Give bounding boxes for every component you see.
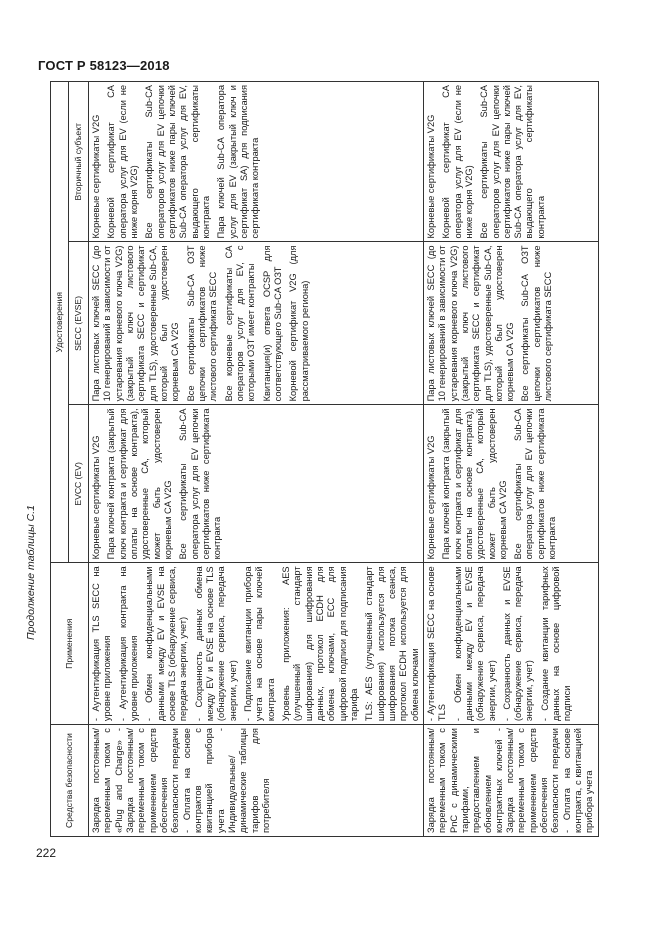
security-text: Зарядка постоянным/переменным током с «Plug and Charge» - Зарядка постоянным/переменным током с применением средств обеспечения безопасности передачи - Оплата на основе контрактов с квитанцией прибора учета - Индивидуальные/динамические таблицы тарифов для потребителя [91, 728, 271, 833]
cell-evcc [423, 405, 598, 563]
secondary-item: Все сертификаты Sub-CA операторов услуг для EV цепочки сертификатов ниже пары ключей Sub-CA оператора услуг для EV, выдающего сертификаты контракта [479, 85, 546, 239]
application-item: TLS: AES (улучшенный стандарт шифрования) используется для шифрования потока сеанса, протокол ECDH используется для обмена ключами [364, 566, 420, 722]
table-body [89, 82, 599, 837]
secondary-item: Пара ключей Sub-CA оператора услуг для EV (закрытый ключ и сертификат SA) для подписания сертификата контракта [216, 85, 261, 239]
secc-item: Квитанция(и) ответа OCSP для соответствующего Sub-CA ОЗТ [261, 245, 283, 402]
cell-secc [89, 242, 424, 405]
evcc-item: Пара ключей контракта (закрытый ключ контракта и сертификат для оплаты на основе контракта), удостоверенные CA, который может быть удостоверен корневым CA V2G [441, 408, 508, 560]
cell-secondary [89, 82, 424, 243]
secondary-item: Корневые сертификаты V2G [91, 114, 101, 239]
application-item: - Сохранность данных и EVSE (обнаружение сервиса, передача энергии, учет) [501, 566, 535, 722]
header-secc: SECC (EVSE) [69, 242, 89, 405]
security-text: Зарядка постоянным/переменным током с PnC с динамическими тарифами, предоставлением и обновлением контрактных ключей - Зарядка постоянным/переменным током с применением средств обеспечения безопасности передачи - Оплата на основе контракта, с квитанцией прибора учета [425, 728, 595, 833]
cell-secc [423, 242, 598, 405]
header-secondary-subject: Вторичный субъект [69, 82, 89, 243]
application-item: Уровень приложения: AES (улучшенный стандарт шифрования) для шифрования данных, протокол ECDH для обмена ключами, ECC для цифровой подписи для подписания тарифа [280, 566, 359, 722]
application-item: - Подписание квитанции прибора учета на основе пары ключей контракта [242, 566, 276, 722]
cell-secondary [423, 82, 598, 243]
rotated-table-container [50, 81, 595, 837]
header-evcc: EVCC (EV) [69, 405, 89, 563]
secc-item: Корневой сертификат V2G (для рассматриваемого региона) [288, 245, 310, 402]
document-header-title: ГОСТ Р 58123—2018 [38, 58, 170, 73]
secondary-item: Все сертификаты Sub-CA операторов услуг для EV цепочки сертификатов ниже пары ключей Sub-CA оператора услуг для EV, выдающего сертификаты контракта [144, 85, 211, 239]
evcc-item: Все сертификаты Sub-CA оператора услуг для EV цепочки сертификатов ниже сертификата контракта [178, 408, 223, 560]
header-security-means: Средства безопасности [51, 725, 89, 837]
cell-applications [423, 563, 598, 725]
evcc-item: Пара ключей контракта (закрытый ключ контракта и сертификат для оплаты на основе контракта), удостоверенные CA, который может быть удостоверен корневым CA V2G [106, 408, 173, 560]
evcc-item: Корневые сертификаты V2G [425, 435, 436, 560]
cell-security [423, 725, 598, 837]
secc-item: Все сертификаты Sub-CA ОЗТ цепочки сертификатов ниже листового сертификата SECC [185, 245, 219, 402]
security-certificates-table [50, 81, 599, 837]
application-item: - Обмен конфиденциальными данными между EV и EVSE (обнаружение сервиса, передача энергии, учет) [452, 566, 497, 722]
cell-evcc [89, 405, 424, 563]
application-item: - Аутентификация TLS SECC на уровне приложения [91, 566, 113, 722]
application-item: - Аутентификация SECC на основе TLS [425, 566, 448, 722]
header-applications: Применения [51, 563, 89, 725]
table-row [423, 82, 598, 837]
cell-security [89, 725, 424, 837]
application-item: - Аутентификация контракта на уровне приложения [117, 566, 139, 722]
secondary-item: Корневой сертификат CA оператора услуг для EV (если не ниже корня V2G) [441, 85, 474, 239]
application-item: - Сохранность данных обмена между EV и EVSE на основе TLS (обнаружение сервиса, передача энергии, учет) [193, 566, 238, 722]
application-item: - Создание квитанции тарифных данных на основе цифровой подписи [539, 566, 573, 722]
secc-item: Все корневые сертификаты CA операторов услуг для EV, с которыми ОЗТ имеет контракты [223, 245, 257, 402]
secc-item: Пара листовых ключей SECC (до 10 генерирований в зависимости от устаревания корневого ключа V2G) (закрытый ключ листового сертификата SECC и сертификат для TLS), удостоверенные Sub-CA, который был удостоверен корневым CA V2G [91, 245, 181, 402]
application-item: - Обмен конфиденциальными данными между EV и EVSE на основе TLS (обнаружение сервиса, передача энергии, учет) [144, 566, 189, 722]
page-number: 222 [36, 846, 57, 860]
evcc-item: Корневые сертификаты V2G [91, 435, 101, 560]
secc-item: Все сертификаты Sub-CA ОЗТ цепочки сертификатов ниже листового сертификата SECC [520, 245, 554, 402]
table-row [89, 82, 424, 837]
evcc-item: Все сертификаты Sub-CA оператора услуг для EV цепочки сертификатов ниже сертификата контракта [513, 408, 558, 560]
secondary-item: Корневой сертификат CA оператора услуг для EV (если не ниже корня V2G) [106, 85, 139, 239]
cell-applications [89, 563, 424, 725]
header-certificates-group: Удостоверения [51, 82, 69, 563]
table-caption: Продолжение таблицы С.1 [25, 505, 37, 640]
secondary-item: Корневые сертификаты V2G [425, 114, 436, 239]
secc-item: Пара листовых ключей SECC (до 10 генерирований в зависимости от устаревания корневого ключа V2G) (закрытый ключ листового сертификата SECC и сертификат для TLS), удостоверенные Sub-CA, который был удостоверен корневым CA V2G [425, 245, 516, 402]
